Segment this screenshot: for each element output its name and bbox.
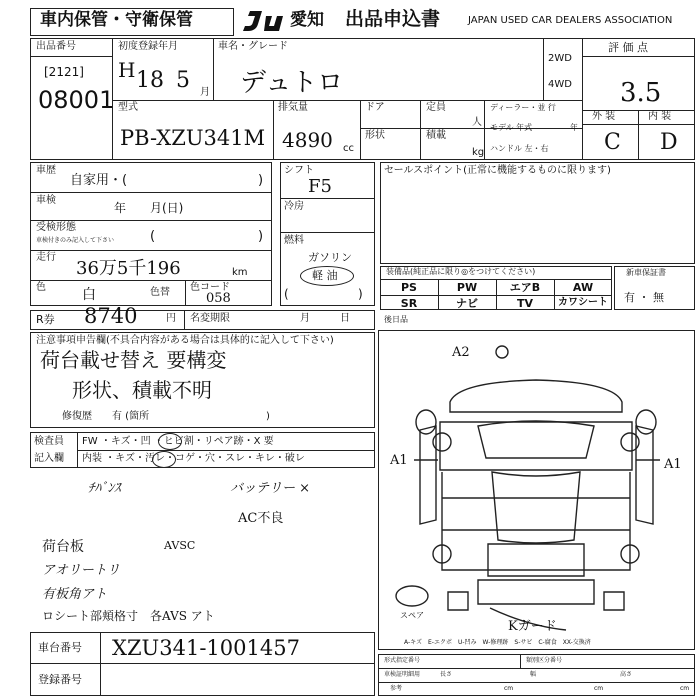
paren-close: ) <box>258 229 264 244</box>
color-change-label: 色替 <box>150 287 170 298</box>
divider <box>280 198 375 199</box>
divider <box>360 100 361 160</box>
color-code-value: 058 <box>206 291 231 306</box>
recycle-amount: 8740 <box>84 304 138 328</box>
spare-label: スペア <box>400 611 424 620</box>
reception-label: 受検形態 <box>36 222 76 233</box>
equipment-label: 装備品(純正品に限り◎をつけてください) <box>386 267 536 276</box>
person-unit: 人 <box>472 117 482 128</box>
exterior-grade: C <box>604 130 621 155</box>
chassis-number: XZU341-1001457 <box>112 636 300 660</box>
history-close: ) <box>258 173 264 188</box>
diagram-legend: A-キズ E-エクボ U-凹み W-修理跡 S-サビ C-腐食 XX-交換済 <box>404 639 591 646</box>
form-title: 出品申込書 <box>345 8 441 30</box>
inspector-label-1: 検査員 <box>34 436 64 447</box>
history-value: 自家用・( <box>70 173 128 188</box>
repair-value: 有 (箇所 <box>112 411 150 422</box>
inspector-note-5: アオリートリ <box>42 563 120 578</box>
repair-label: 修復歴 <box>62 411 92 422</box>
inspector-note-2: バッテリー × <box>230 481 311 496</box>
shape-label: 形状 <box>365 130 385 141</box>
length-label: 長さ <box>440 671 453 678</box>
inspection-value: 年 月(日) <box>114 201 184 215</box>
vehicle-name: デュトロ <box>240 68 344 98</box>
drive-2wd: 2WD <box>548 53 572 64</box>
notes-label: 注意事項申告欄(不具合内容がある場合は具体的に記入して下さい) <box>36 335 334 346</box>
model-label: 型式 <box>118 102 138 113</box>
history-label: 車歴 <box>36 165 56 176</box>
divider <box>520 654 521 668</box>
registration-month: 5 <box>176 68 190 93</box>
assoc-name-jp: 愛知 <box>290 10 324 30</box>
sales-points-label: セールスポイント(正常に機能するものに限ります) <box>384 165 611 176</box>
registration-number-label: 登録番号 <box>38 673 82 686</box>
inspector-note-6: 有板角アト <box>42 587 108 602</box>
divider <box>30 56 112 57</box>
fuel-gasoline: ガソリン <box>308 251 352 264</box>
notes-line-2: 形状、積載不明 <box>72 378 212 402</box>
divider <box>360 128 582 129</box>
divider <box>30 663 375 664</box>
interior-grade: D <box>660 130 678 155</box>
equip-airbag: エアB <box>509 281 541 294</box>
model-year-label: モデル 年式 <box>490 123 533 132</box>
divider <box>378 668 695 669</box>
lot-number: 08001 <box>38 86 115 114</box>
displacement-value: 4890 <box>282 128 333 152</box>
ju-logo <box>240 8 286 34</box>
dealer-label: ディーラー・並 行 <box>490 103 556 112</box>
divider <box>638 110 639 160</box>
mileage-label: 走行 <box>36 252 56 263</box>
new-warranty-value: 有 ・ 無 <box>624 291 664 304</box>
divider <box>484 100 485 160</box>
cm-unit-length: cm <box>504 685 514 692</box>
ref-label: 参考 <box>390 685 403 692</box>
law-day-unit: 日 <box>340 313 350 324</box>
divider <box>100 632 101 696</box>
handle-label: ハンドル 左・右 <box>490 144 549 153</box>
registration-label: 初度登録年月 <box>118 41 178 52</box>
mileage-value: 36万5千196 <box>76 258 181 279</box>
divider <box>30 280 272 281</box>
equip-leather-seat: カワシート <box>558 297 608 308</box>
form-cert-label: 形式指定番号 <box>384 657 421 664</box>
color-value: 白 <box>82 287 96 303</box>
diagram-bottom-note: Kガード <box>508 619 557 634</box>
inspector-note-1: ﾁﾊﾞﾝｽ <box>88 481 121 496</box>
inspector-note-4: 荷台板 <box>42 539 84 555</box>
drive-4wd: 4WD <box>548 79 572 90</box>
recycle-label: R券 <box>36 313 55 326</box>
registration-year: 18 <box>136 68 164 93</box>
paren-open: ( <box>150 229 156 244</box>
lot-label: 出品番号 <box>36 41 76 52</box>
cm-unit-height: cm <box>680 685 690 692</box>
inspection-label: 車検 <box>36 195 56 206</box>
paren-open: ( <box>284 287 289 301</box>
registration-era: H <box>118 58 136 82</box>
reception-note: 車検付きのみ記入して下さい <box>36 237 115 244</box>
sales-points-block <box>380 162 695 264</box>
law-month-unit: 月 <box>300 313 310 324</box>
equip-pw: PW <box>456 281 478 294</box>
exterior-label: 外 装 <box>592 111 616 122</box>
equip-navi: ナビ <box>456 297 478 310</box>
displacement-label: 排気量 <box>278 102 308 113</box>
repair-close: ) <box>266 411 270 422</box>
capacity-label: 定員 <box>426 102 446 113</box>
equip-tv: TV <box>516 297 534 310</box>
inspector-note-7: ロシート部頬格寸 各AVS アト <box>42 609 215 623</box>
diagram-label-a1-left: A1 <box>390 453 408 468</box>
divider <box>77 450 375 451</box>
divider <box>184 310 185 330</box>
month-unit: 月 <box>200 87 210 98</box>
equip-aw: AW <box>572 281 594 294</box>
divider <box>543 38 544 100</box>
door-label: ドア <box>365 102 385 113</box>
class-label: 類別区分番号 <box>526 657 563 664</box>
cm-unit-width: cm <box>594 685 604 692</box>
divider <box>112 100 582 101</box>
cc-unit: cc <box>343 143 354 154</box>
height-label: 高さ <box>620 671 633 678</box>
divider <box>273 100 274 160</box>
notes-line-1: 荷台載せ替え 要構変 <box>40 348 227 372</box>
fuel-diesel: 軽 油 <box>312 269 338 282</box>
chassis-label: 車台番号 <box>38 641 82 654</box>
load-label: 積載 <box>426 130 446 141</box>
km-unit: km <box>232 267 248 278</box>
assoc-name-en: JAPAN USED CAR DEALERS ASSOCIATION <box>468 15 673 26</box>
divider <box>30 250 272 251</box>
car-diagram <box>378 330 695 650</box>
divider <box>280 232 375 233</box>
color-code-label: 色コード <box>190 282 230 293</box>
dent-circle <box>158 433 182 450</box>
yen-unit: 円 <box>166 313 176 324</box>
post-day-label: 後日品 <box>384 315 408 324</box>
shift-value: F5 <box>308 176 332 197</box>
interior-label: 内 装 <box>648 111 672 122</box>
spec-label: 車検証明細用 <box>384 671 421 678</box>
divider <box>378 682 695 683</box>
divider <box>30 192 272 193</box>
rating-score: 3.5 <box>620 78 662 108</box>
diagram-label-a1-right: A1 <box>664 457 682 472</box>
color-label: 色 <box>36 282 46 293</box>
vehicle-name-label: 車名・グレード <box>218 41 288 52</box>
stain-circle <box>152 451 176 468</box>
new-warranty-label: 新車保証書 <box>626 268 666 277</box>
fuel-label: 燃料 <box>284 235 304 246</box>
equip-sr: SR <box>400 297 418 310</box>
year-unit: 年 <box>570 123 578 132</box>
cooler-label: 冷房 <box>284 201 304 212</box>
inspector-note-avsc: AVSC <box>164 539 196 552</box>
divider <box>213 38 214 100</box>
equip-ps: PS <box>401 281 417 294</box>
storage-label: 車内保管・守衛保管 <box>40 10 193 30</box>
inspector-row-1: FW ・キズ・凹 ・ヒビ割・リペア跡・X 要 <box>82 436 274 447</box>
paren-close: ) <box>358 287 363 301</box>
diagram-label-a2: A2 <box>452 345 470 360</box>
law-label: 名変期限 <box>190 313 230 324</box>
width-label: 幅 <box>530 671 537 678</box>
divider <box>420 100 421 160</box>
model-value: PB-XZU341M <box>120 126 266 150</box>
inspector-note-3: AC不良 <box>238 511 284 526</box>
rating-label: 評 価 点 <box>608 41 648 54</box>
divider <box>30 220 272 221</box>
divider <box>185 280 186 306</box>
divider <box>582 56 695 57</box>
lot-code: [2121] <box>44 65 84 79</box>
shift-label: シフト <box>284 165 314 176</box>
inspector-label-2: 記入欄 <box>34 453 64 464</box>
inspector-row-2: 内装 ・キズ・汚レ・コゲ・穴・スレ・キレ・破レ <box>82 453 305 464</box>
kg-unit: kg <box>472 147 485 158</box>
